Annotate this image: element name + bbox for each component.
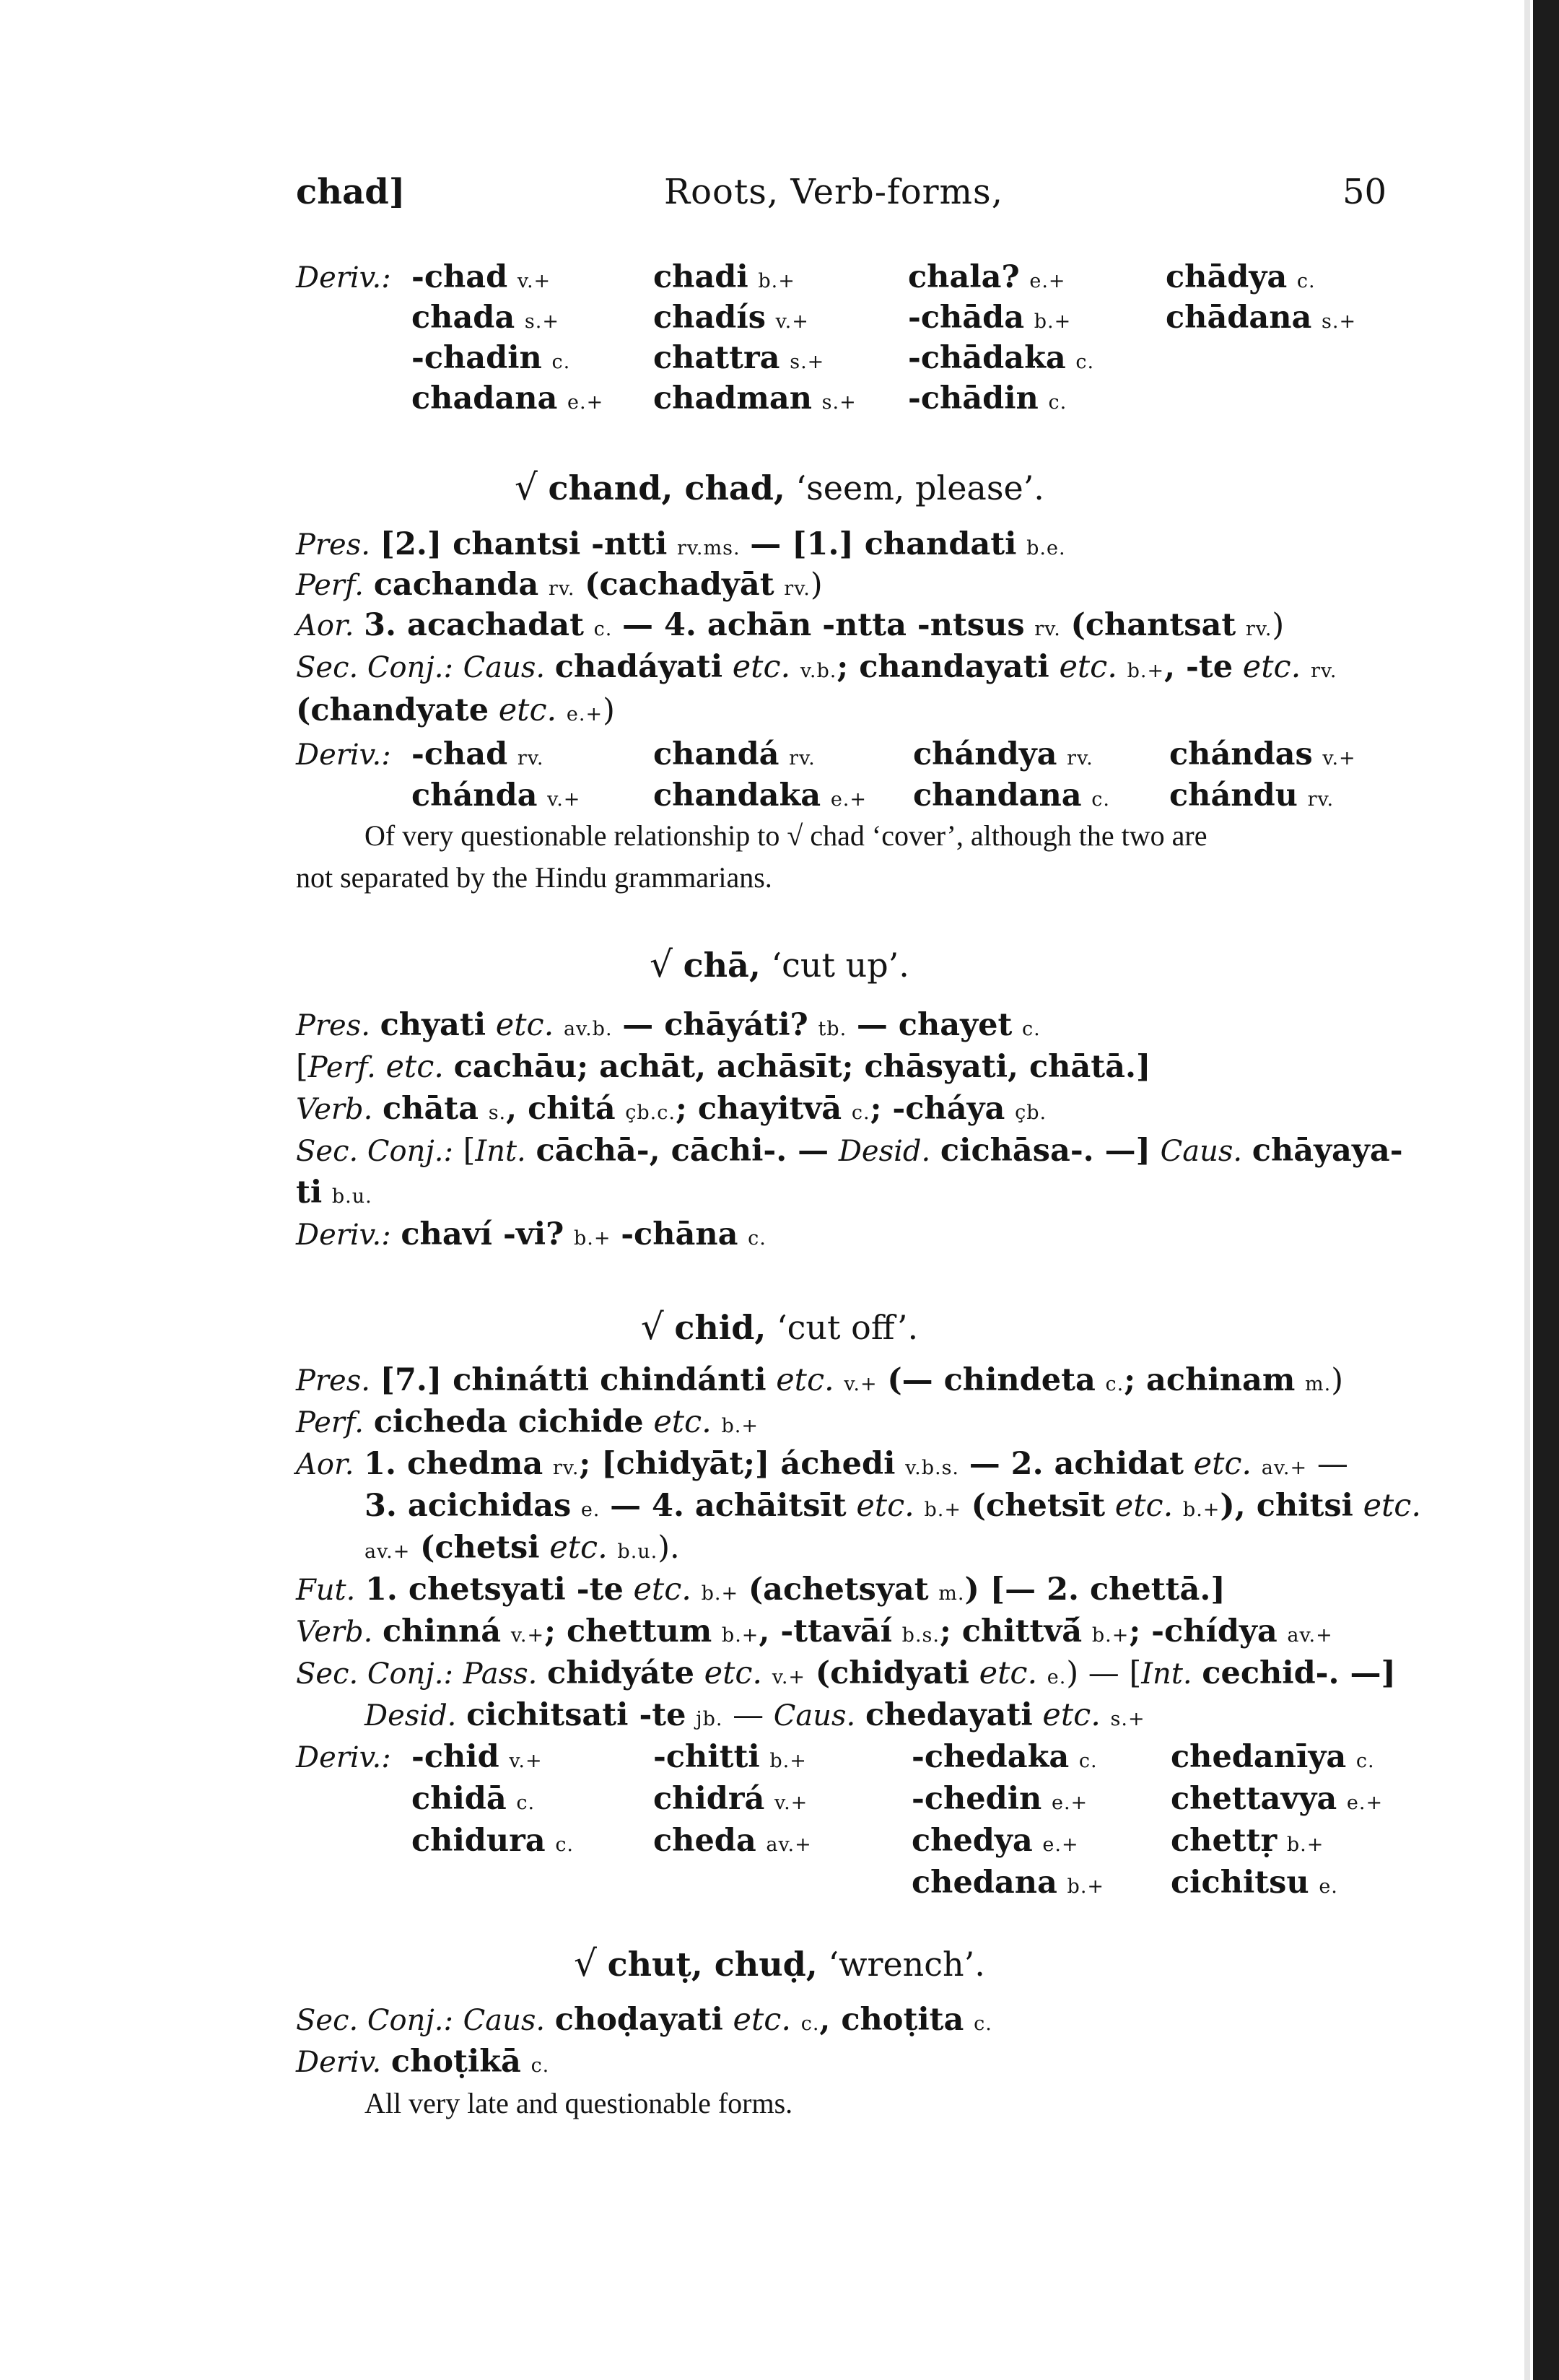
note-text: not separated by the Hindu grammarians. xyxy=(296,861,772,894)
deriv-form: -chid v.+ xyxy=(411,1739,543,1775)
line-perf: [Perf. etc. cachāu; achāt, achāsīt; chāsyati, chātā.] xyxy=(296,1049,1151,1085)
deriv-form: chada s.+ xyxy=(411,300,559,336)
deriv-form: chandana c. xyxy=(913,777,1111,814)
deriv-form: chedana b.+ xyxy=(912,1865,1105,1901)
line-verb: Verb. chāta s., chitá çb.c.; chayitvā c.; -cháya çb. xyxy=(296,1091,1047,1127)
entry-heading-chand: √ chand, chad, ‘seem, please’. xyxy=(515,466,1044,508)
line-sec-conj-cont: (chandyate etc. e.+) xyxy=(296,692,615,728)
deriv-form: chādana s.+ xyxy=(1166,300,1357,336)
deriv-label: Deriv.: xyxy=(296,1741,391,1774)
deriv-form: chidrá v.+ xyxy=(653,1781,808,1817)
deriv-form: -chāda b.+ xyxy=(908,300,1072,336)
deriv-form: chādya c. xyxy=(1166,259,1316,295)
deriv-form: -chādaka c. xyxy=(908,340,1095,376)
line-fut: Fut. 1. chetsyati -te etc. b.+ (achetsyat m.) [— 2. chettā.] xyxy=(296,1572,1226,1608)
deriv-form: chattra s.+ xyxy=(653,340,825,376)
deriv-form: -chādin c. xyxy=(908,380,1067,417)
line-deriv: Deriv. choṭikā c. xyxy=(296,2044,550,2080)
deriv-form: chadís v.+ xyxy=(653,300,809,336)
page-edge-shadow xyxy=(1533,0,1559,2380)
line-perf: Perf. cachanda rv. (cachadyāt rv.) xyxy=(296,567,823,603)
deriv-form: -chedaka c. xyxy=(912,1739,1098,1775)
deriv-form: chidura c. xyxy=(411,1823,575,1859)
deriv-form: chettavya e.+ xyxy=(1171,1781,1384,1817)
line-sec-conj: Sec. Conj.: Caus. choḍayati etc. c., choṭita c. xyxy=(296,2002,992,2038)
deriv-form: chánda v.+ xyxy=(411,777,581,814)
root-sign-icon: √ xyxy=(515,466,538,508)
deriv-form: -chadin c. xyxy=(411,340,571,376)
deriv-form: chedanīya c. xyxy=(1171,1739,1375,1775)
running-title: Roots, Verb-forms, xyxy=(664,172,1003,212)
root-sign-icon: √ xyxy=(574,1943,597,1984)
line-aor: Aor. 3. acachadat c. — 4. achān -ntta -ntsus rv. (chantsat rv.) xyxy=(296,607,1285,643)
deriv-form: chandá rv. xyxy=(653,736,816,772)
line-pres: Pres. chyati etc. av.b. — chāyáti? tb. — chayet c. xyxy=(296,1007,1041,1043)
page-edge-margin xyxy=(1524,0,1530,2380)
line-sec-conj: Sec. Conj.: [Int. cāchā-, cāchi-. — Desid. cichāsa-. —] Caus. chāyaya- xyxy=(296,1133,1403,1169)
root-sign-icon: √ xyxy=(640,1306,664,1348)
entry-heading-chid: √ chid, ‘cut off’. xyxy=(640,1306,919,1348)
deriv-form: chettṛ b.+ xyxy=(1171,1823,1324,1859)
deriv-form: -chitti b.+ xyxy=(653,1739,807,1775)
entry-heading-chut: √ chuṭ, chuḍ, ‘wrench’. xyxy=(574,1943,985,1984)
line-pres: Pres. [7.] chinátti chindánti etc. v.+ (— chindeta c.; achinam m.) xyxy=(296,1362,1343,1398)
deriv-form: chándu rv. xyxy=(1169,777,1335,814)
page-number: 50 xyxy=(1342,172,1387,212)
deriv-form: chandaka e.+ xyxy=(653,777,868,814)
deriv-form: -chedin e.+ xyxy=(912,1781,1088,1817)
running-head-left: chad] xyxy=(296,172,406,212)
deriv-form: -chad v.+ xyxy=(411,259,551,295)
line-aor-cont: av.+ (chetsi etc. b.u.). xyxy=(364,1530,680,1566)
deriv-form: chidā c. xyxy=(411,1781,536,1817)
note-text: Of very questionable relationship to √ chad ‘cover’, although the two are xyxy=(364,819,1208,852)
line-sec-conj: Sec. Conj.: Pass. chidyáte etc. v.+ (chidyati etc. e.) — [Int. cechid-. —] xyxy=(296,1655,1396,1691)
root-sign-icon: √ xyxy=(650,943,673,985)
deriv-form: chadana e.+ xyxy=(411,380,604,417)
deriv-form: chadi b.+ xyxy=(653,259,795,295)
line-pres: Pres. [2.] chantsi -ntti rv.ms. — [1.] chandati b.e. xyxy=(296,526,1066,562)
deriv-form: chándas v.+ xyxy=(1169,736,1356,772)
deriv-form: chedya e.+ xyxy=(912,1823,1079,1859)
deriv-label: Deriv.: xyxy=(296,738,391,772)
deriv-label: Deriv.: xyxy=(296,261,391,295)
line-perf: Perf. cicheda cichide etc. b.+ xyxy=(296,1404,759,1440)
deriv-form: chándya rv. xyxy=(913,736,1093,772)
line-aor: Aor. 1. chedma rv.; [chidyāt;] áchedi v.b.s. — 2. achidat etc. av.+ — xyxy=(296,1446,1348,1482)
deriv-form: chadman s.+ xyxy=(653,380,857,417)
deriv-form: chala? e.+ xyxy=(908,259,1066,295)
line-sec-conj: Sec. Conj.: Caus. chadáyati etc. v.b.; chandayati etc. b.+, -te etc. rv. xyxy=(296,649,1337,685)
line-deriv: Deriv.: chaví -vi? b.+ -chāna c. xyxy=(296,1216,767,1252)
line-desid: Desid. cichitsati -te jb. — Caus. chedayati etc. s.+ xyxy=(364,1697,1145,1733)
note-text: All very late and questionable forms. xyxy=(364,2087,793,2119)
line-verb: Verb. chinná v.+; chettum b.+, -ttavāí b.s.; chittvā́ b.+; -chídya av.+ xyxy=(296,1613,1333,1649)
deriv-form: -chad rv. xyxy=(411,736,544,772)
line-sec-conj-cont: ti b.u. xyxy=(296,1174,372,1211)
line-aor-cont: 3. acichidas e. — 4. achāitsīt etc. b.+ (chetsīt etc. b.+), chitsi etc. xyxy=(364,1488,1422,1524)
entry-heading-cha: √ chā, ‘cut up’. xyxy=(650,943,909,985)
deriv-form: cheda av.+ xyxy=(653,1823,812,1859)
deriv-form: cichitsu e. xyxy=(1171,1865,1338,1901)
